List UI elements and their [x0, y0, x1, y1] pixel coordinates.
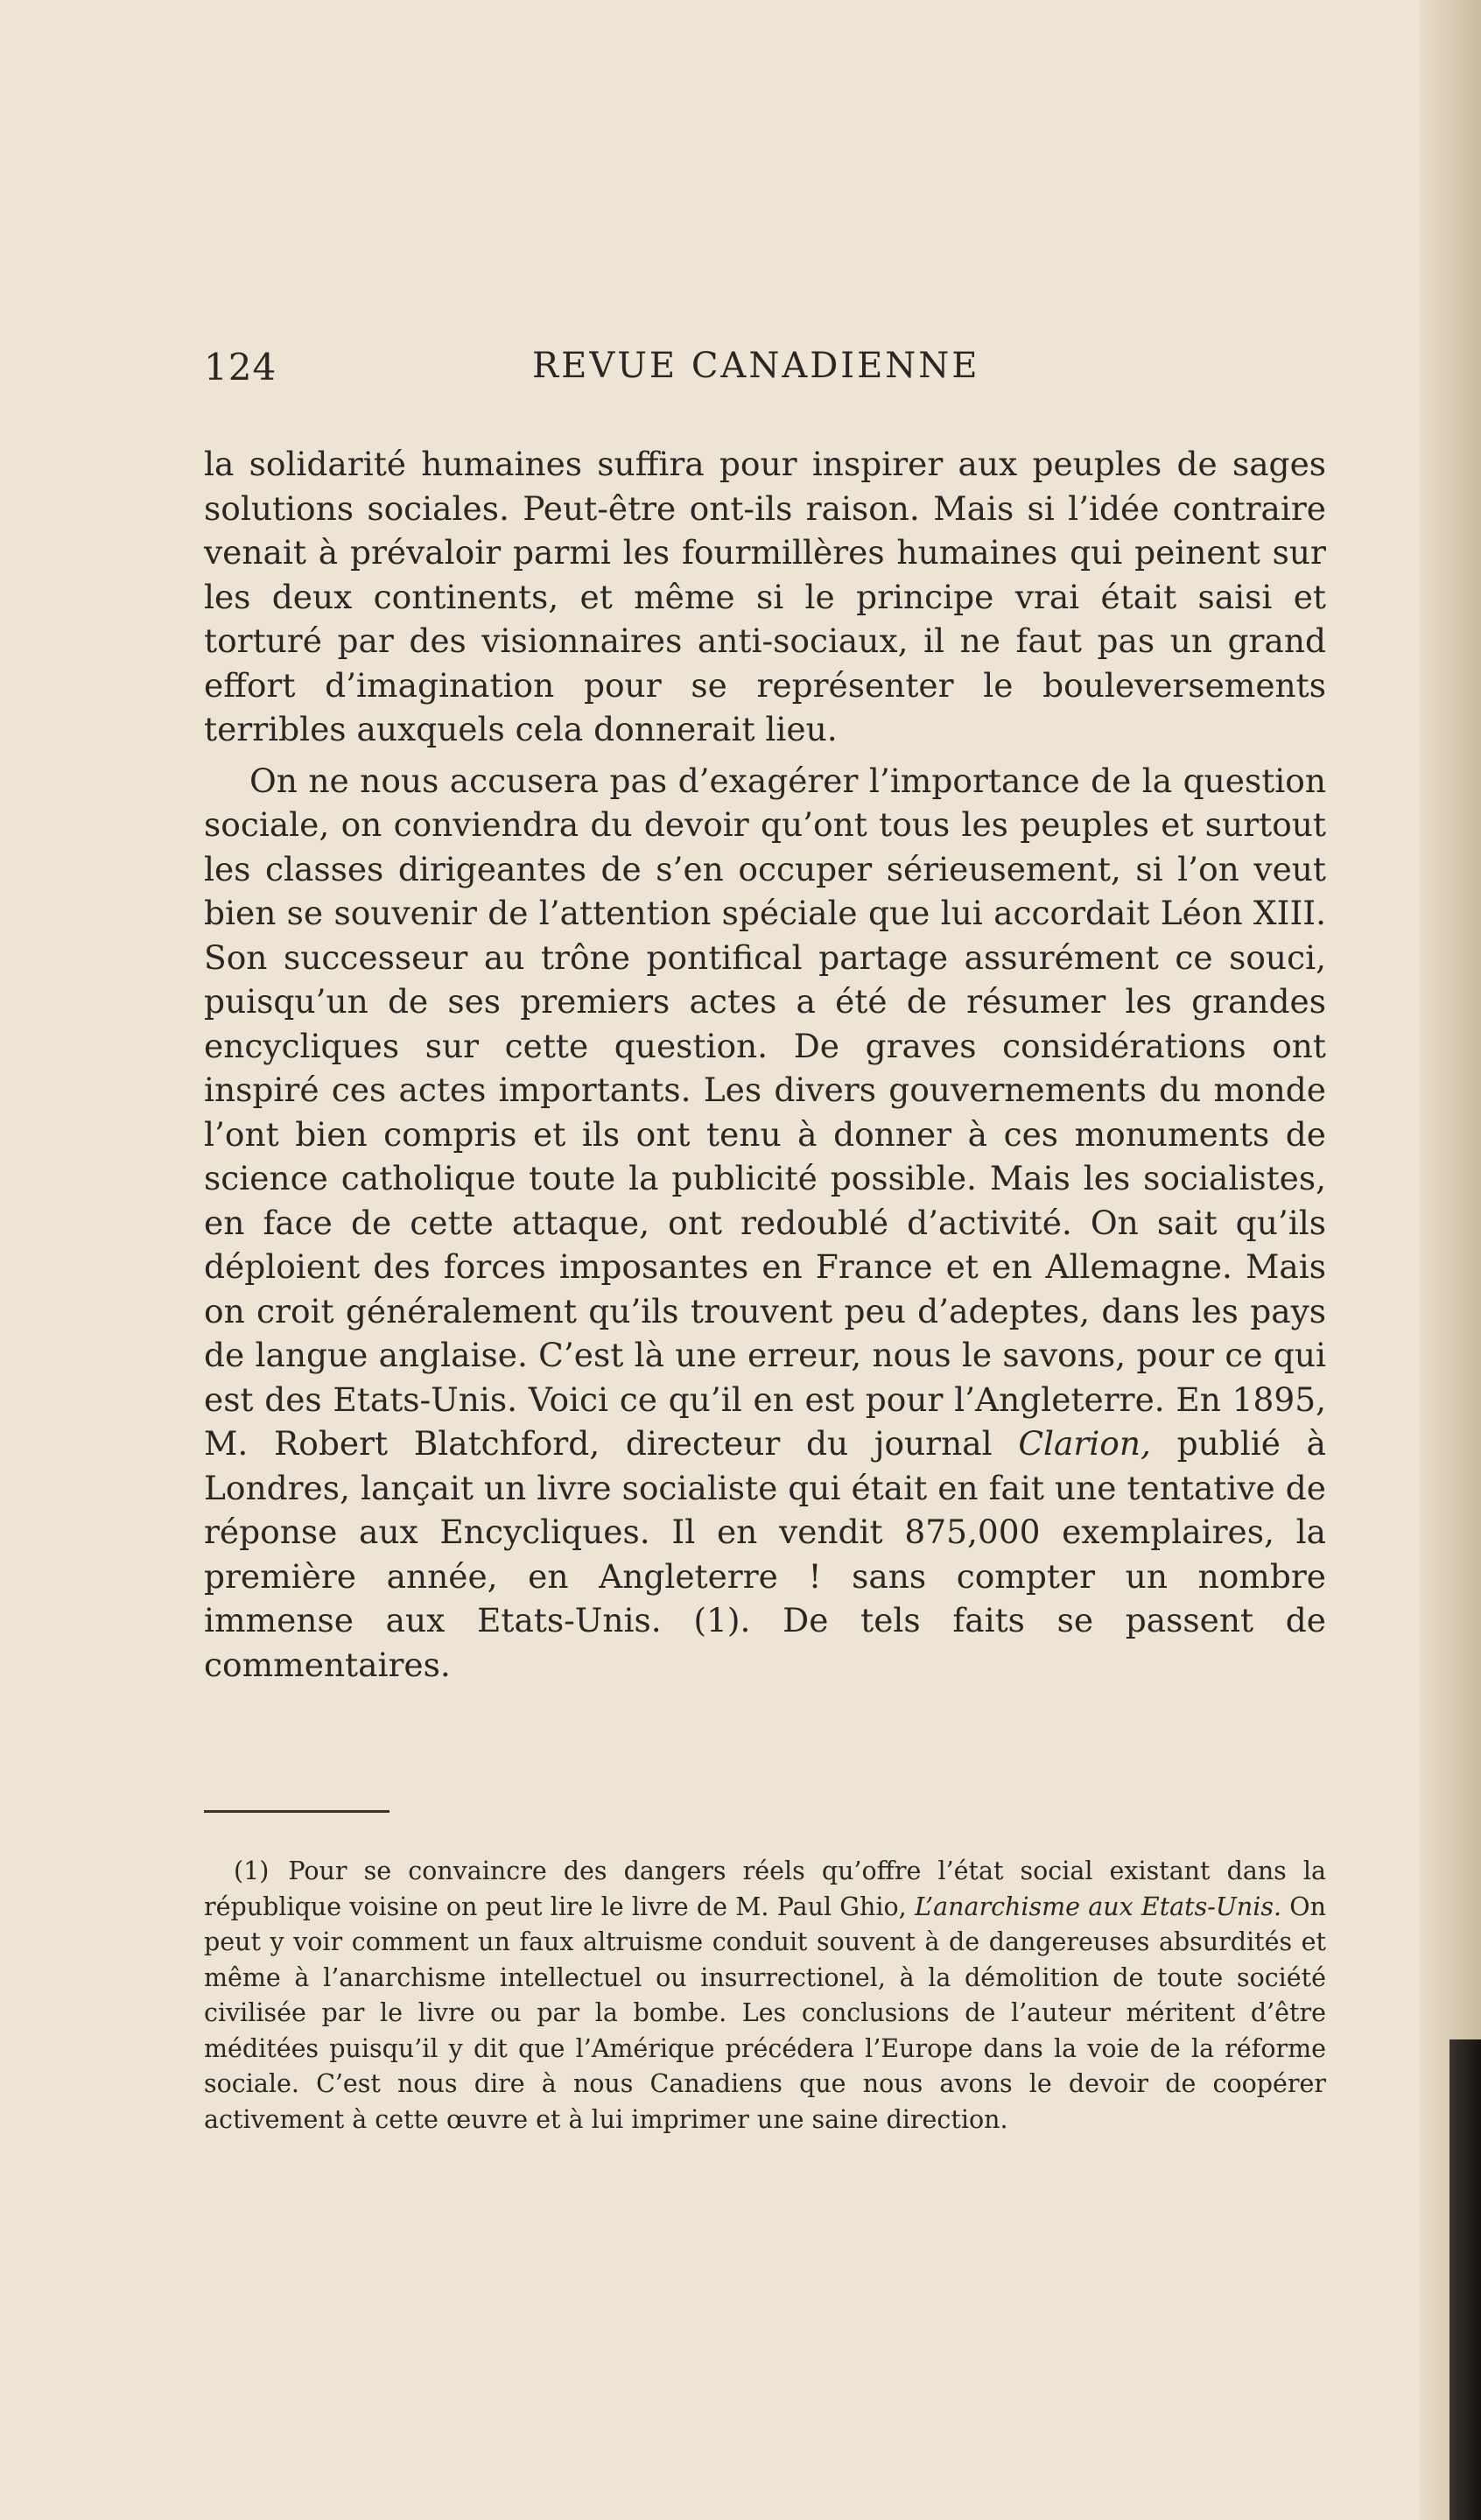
footnote-text-end: On peut y voir comment un faux altruisme conduit souvent à de dangereuses absurdités et même à l’anarchisme intellectuel ou insurrectionel, à la démolition de toute société civilisée par le livre ou par la bombe. Les conclusions de l’auteur méritent d’être méditées puisqu’il y dit que l’Amérique précédera l’Europe dans la voie de la réforme sociale. C’est nous dire à nous Canadiens que nous avons le devoir de coopérer activement à cette œuvre et à lui imprimer une saine direction.	[204, 1892, 1327, 2134]
footnote-divider	[204, 1810, 390, 1813]
book-title: L’anarchisme aux Etats-Unis.	[914, 1892, 1282, 1921]
footnotes	[204, 1854, 1326, 2137]
journal-title-clarion: Clarion,	[1018, 1424, 1151, 1463]
footnote-marker: (1)	[234, 1857, 270, 1885]
footnote-text-start: Pour se convaincre des dangers réels qu’offre l’état social existant dans la république voisine on peut lire le livre de M. Paul Ghio,	[204, 1857, 1326, 1921]
running-header	[204, 346, 992, 398]
page-number: 124	[204, 346, 277, 389]
running-title: REVUE CANADIENNE	[532, 346, 980, 386]
paragraph-1	[204, 442, 1326, 752]
paragraph-2	[204, 759, 1326, 1688]
body-text	[204, 442, 1326, 1694]
footnote-1	[204, 1854, 1326, 2137]
binding-shadow	[1449, 2039, 1481, 2520]
paragraph-2-text-start: On ne nous accusera pas d’exagérer l’importance de la question sociale, on conviendra du devoir qu’ont tous les peuples et surtout les classes dirigeantes de s’en occuper sérieusement, si l’on veut bien se souvenir de l’attention spéciale que lui accordait Léon XIII. Son successeur au trône pontifical partage assurément ce souci, puisqu’un de ses premiers actes a été de résumer les grandes encycliques sur cette question. De graves considérations ont inspiré ces actes importants. Les divers gouvernements du monde l’ont bien compris et ils ont tenu à donner à ces monuments de science catholique toute la publicité possible. Mais les socialistes, en face de cette attaque, ont redoublé d’activité. On sait qu’ils déploient des forces imposantes en France et en Allemagne. Mais on croit généralement qu’ils trouvent peu d’adeptes, dans les pays de langue anglaise. C’est là une erreur, nous le savons, pour ce qui est des Etats-Unis. Voici ce qu’il en est pour l’Angleterre. En 1895, M. Robert Blatchford, directeur du journal	[204, 761, 1326, 1463]
paragraph-1-text: la solidarité humaines suffira pour inspirer aux peuples de sages solutions sociales. Peut-être ont-ils raison. Mais si l’idée contraire venait à prévaloir parmi les fourmillères humaines qui peinent sur les deux continents, et même si le principe vrai était saisi et torturé par des visionnaires anti-sociaux, il ne faut pas un grand effort d’imagination pour se représenter le bouleversements terribles auxquels cela donnerait lieu.	[204, 445, 1326, 748]
paragraph-2-text-end: publié à Londres, lançait un livre socialiste qui était en fait une tentative de réponse aux Encycliques. Il en vendit 875,000 exemplaires, la première année, en Angleterre ! sans compter un nombre immense aux Etats-Unis. (1). De tels faits se passent de commentaires.	[204, 1424, 1327, 1684]
